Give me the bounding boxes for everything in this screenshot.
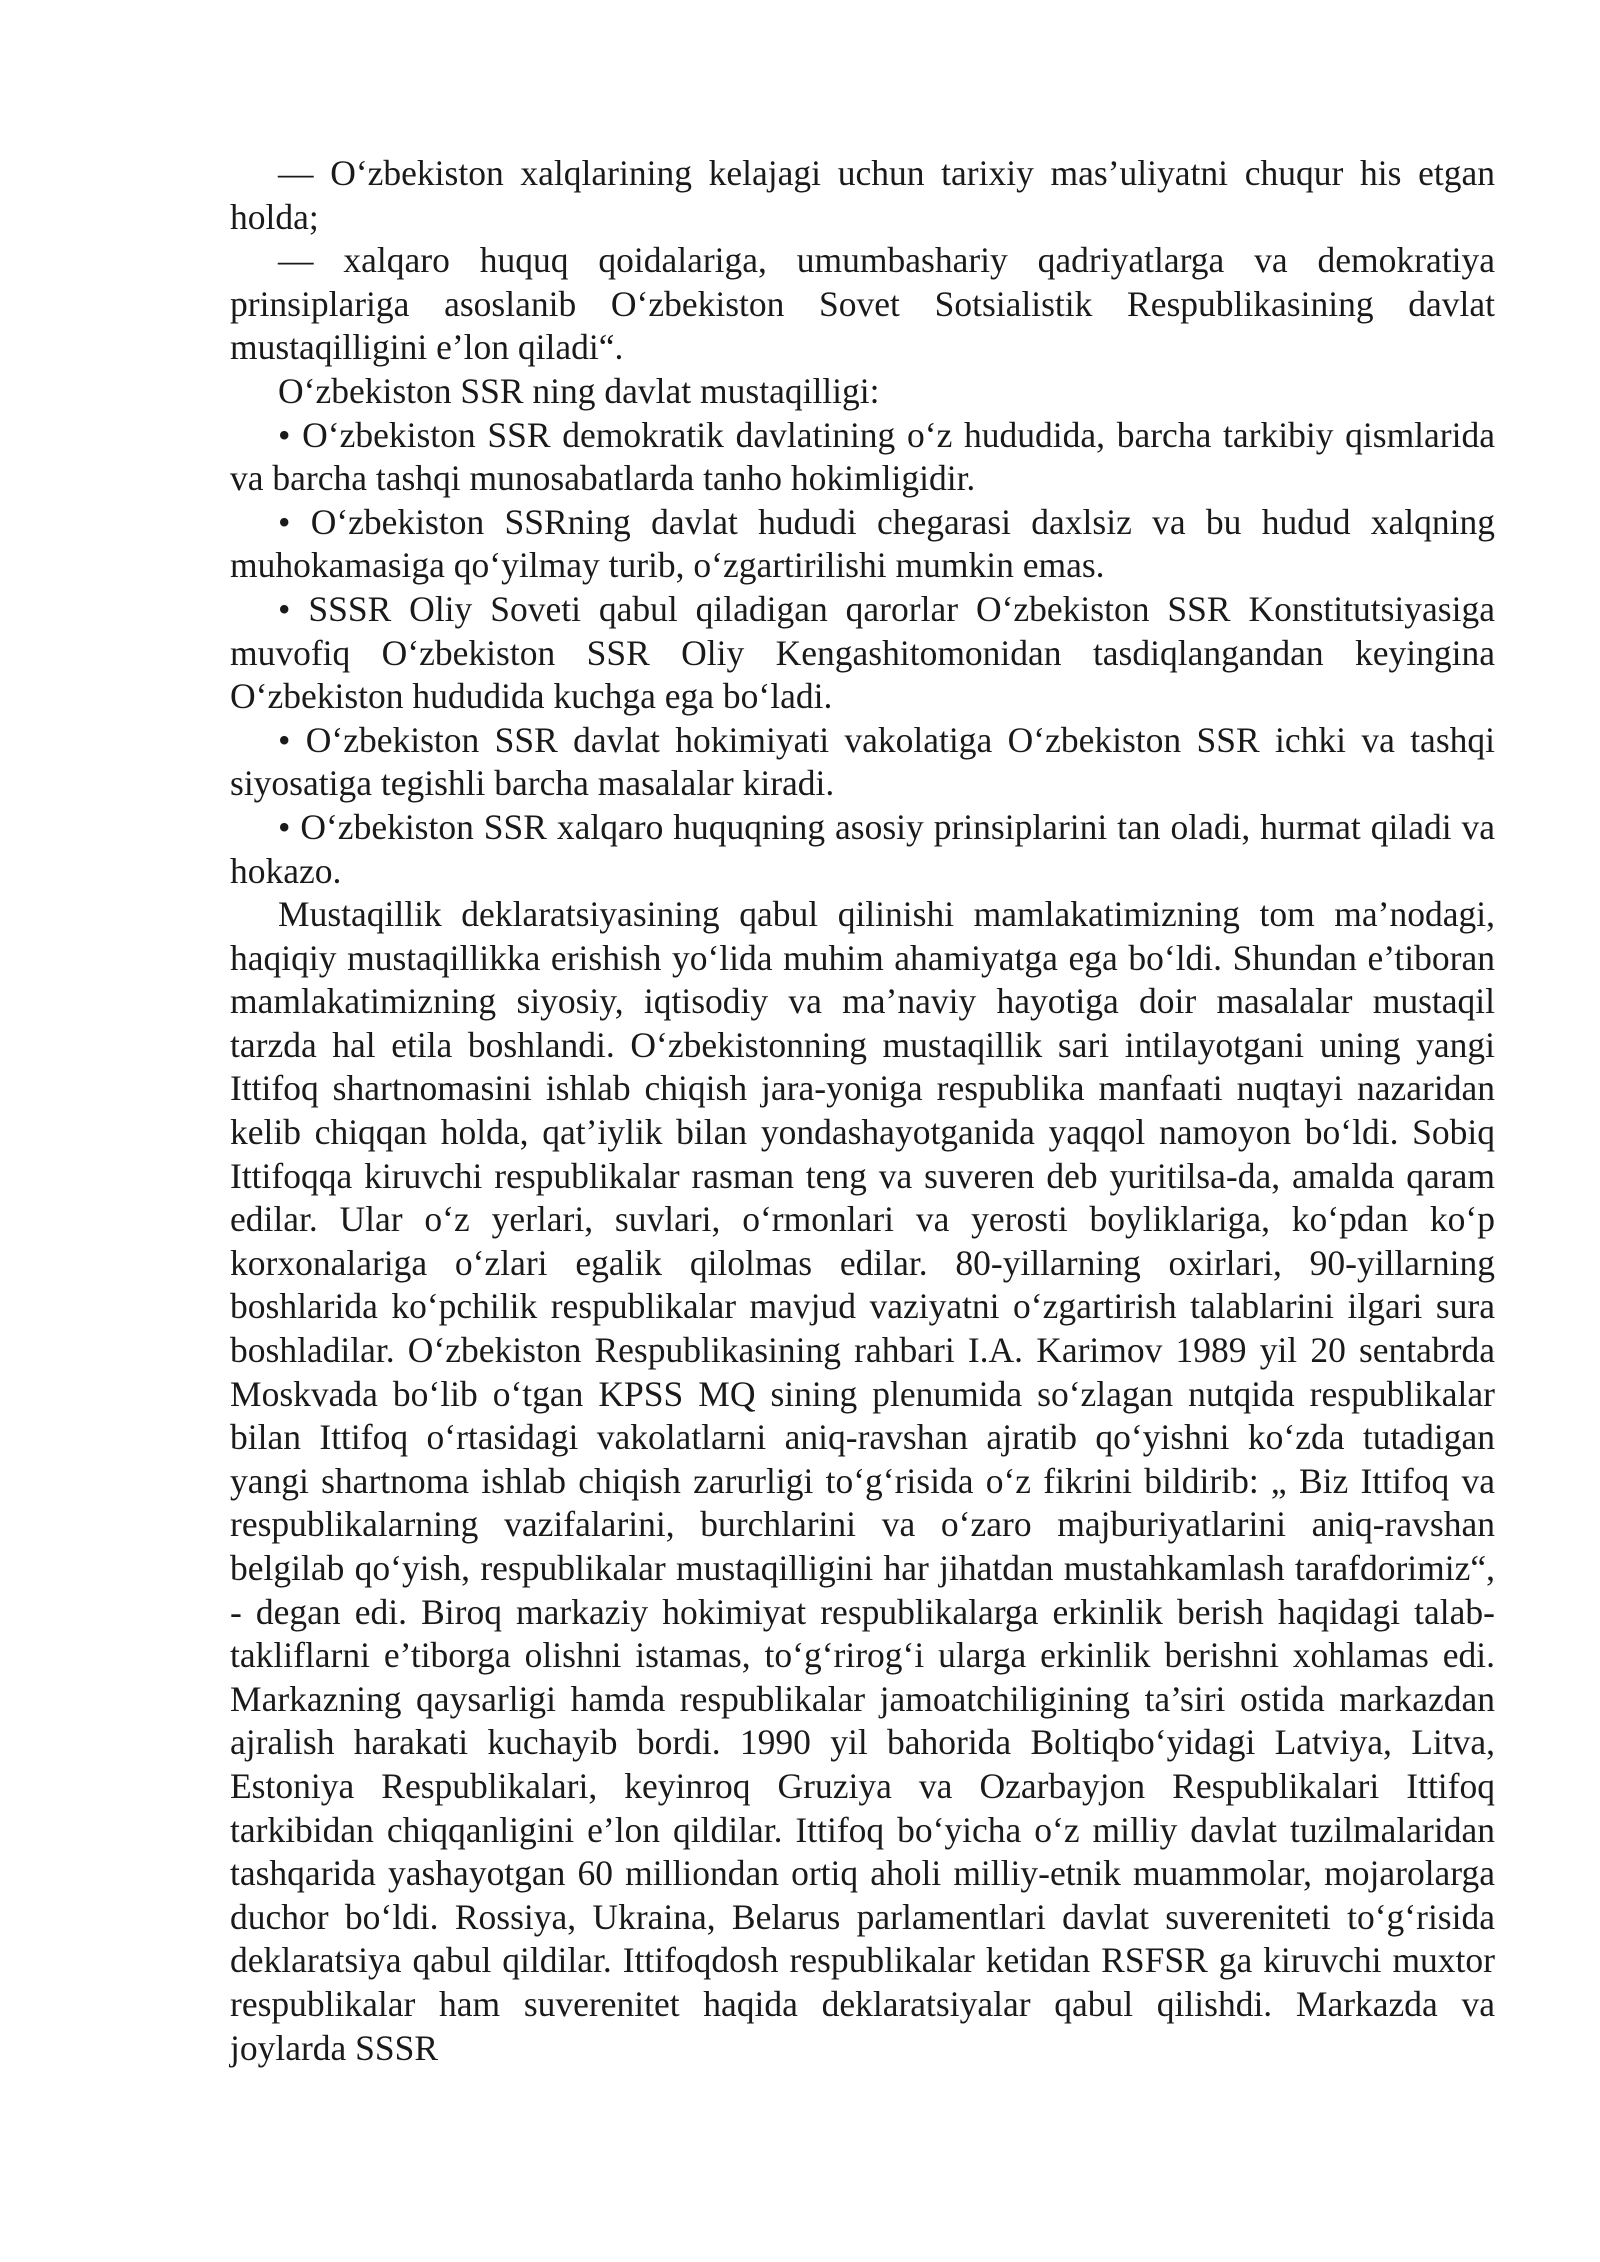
bullet-item-2: • O‘zbekiston SSRning davlat hududi chegarasi daxlsiz va bu hudud xalqning muhokamasiga qo‘yilmay turib, o‘zgartirilishi mumkin emas. bbox=[230, 501, 1495, 586]
bullet-item-4: • O‘zbekiston SSR davlat hokimiyati vakolatiga O‘zbekiston SSR ichki va tashqi siyosatiga tegishli barcha masalalar kiradi. bbox=[230, 719, 1495, 804]
paragraph-intro: O‘zbekiston SSR ning davlat mustaqilligi: bbox=[278, 370, 880, 411]
paragraph-dash-2: — xalqaro huquq qoidalariga, umumbashariy qadriyatlarga va demokratiya prinsiplariga asoslanib O‘zbekiston Sovet Sotsialistik Respublikasining davlat mustaqilligini e’lon qiladi“. bbox=[230, 240, 1495, 368]
paragraph-dash-1: — O‘zbekiston xalqlarining kelajagi uchun tarixiy mas’uliyatni chuqur his etgan holda; bbox=[230, 153, 1495, 237]
bullet-item-5: • O‘zbekiston SSR xalqaro huquqning asosiy prinsiplarini tan oladi, hurmat qiladi va hokazo. bbox=[230, 806, 1495, 891]
bullet-item-1: • O‘zbekiston SSR demokratik davlatining o‘z hududida, barcha tarkibiy qismlarida va barcha tashqi munosabatlarda tanho hokimligidir. bbox=[230, 414, 1495, 499]
paragraph-body: Mustaqillik deklaratsiyasining qabul qilinishi mamlakatimizning tom ma’nodagi, haqiqiy mustaqillikka erishish yo‘lida muhim ahamiyatga ega bo‘ldi. Shundan e’tiboran mamlakatimizning siyosiy, iqtisodiy va ma’naviy hayotiga doir masalalar mustaqil tarzda hal etila boshlandi. O‘zbekistonning mustaqillik sari intilayotgani uning yangi Ittifoq shartnomasini ishlab chiqish jara-yoniga respublika manfaati nuqtayi nazaridan kelib chiqqan holda, qat’iylik bilan yondashayotganida yaqqol namoyon bo‘ldi. Sobiq Ittifoqqa kiruvchi respublikalar rasman teng va suveren deb yuritilsa-da, amalda qaram edilar. Ular o‘z yerlari, suvlari, o‘rmonlari va yerosti boyliklariga, ko‘pdan ko‘p korxonalariga o‘zlari egalik qilolmas edilar. 80-yillarning oxirlari, 90-yillarning boshlarida ko‘pchilik respublikalar mavjud vaziyatni o‘zgartirish talablarini ilgari sura boshladilar. O‘zbekiston Respublikasining rahbari I.A. Karimov 1989 yil 20 sentabrda Moskvada bo‘lib o‘tgan KPSS MQ sining plenumida so‘zlagan nutqida respublikalar bilan Ittifoq o‘rtasidagi vakolatlarni aniq-ravshan ajratib qo‘yishni ko‘zda tutadigan yangi shartnoma ishlab chiqish zarurligi to‘g‘risida o‘z fikrini bildirib: „ Biz Ittifoq va respublikalarning vazifalarini, burchlarini va o‘zaro majburiyatlarini aniq-ravshan belgilab qo‘yish, respublikalar mustaqilligini har jihatdan mustahkamlash tarafdorimiz“, - degan edi. Biroq markaziy hokimiyat respublikalarga erkinlik berish haqidagi talab-takliflarni e’tiborga olishni istamas, to‘g‘rirog‘i ularga erkinlik berishni xohlamas edi. Markazning qaysarligi hamda respublikalar jamoatchiligining ta’siri ostida markazdan ajralish harakati kuchayib bordi. 1990 yil bahorida Boltiqbo‘yidagi Latviya, Litva, Estoniya Respublikalari, keyinroq Gruziya va Ozarbayjon Respublikalari Ittifoq tarkibidan chiqqanligini e’lon qildilar. Ittifoq bo‘yicha o‘z milliy davlat tuzilmalaridan tashqarida yashayotgan 60 milliondan ortiq aholi milliy-etnik muammolar, mojarolarga duchor bo‘ldi. Rossiya, Ukraina, Belarus parlamentlari davlat suvereniteti to‘g‘risida deklaratsiya qabul qildilar. Ittifoqdosh respublikalar ketidan RSFSR ga kiruvchi muxtor respublikalar ham suverenitet haqida deklaratsiyalar qabul qilishdi. Markazda va joylarda SSSR bbox=[230, 894, 1495, 2068]
bullet-item-3: • SSSR Oliy Soveti qabul qiladigan qarorlar O‘zbekiston SSR Konstitutsiyasiga muvofiq O‘zbekiston SSR Oliy Kengashitomonidan tasdiqlangandan keyingina O‘zbekiston hududida kuchga ega bo‘ladi. bbox=[230, 588, 1495, 717]
document-page bbox=[230, 152, 1495, 2070]
